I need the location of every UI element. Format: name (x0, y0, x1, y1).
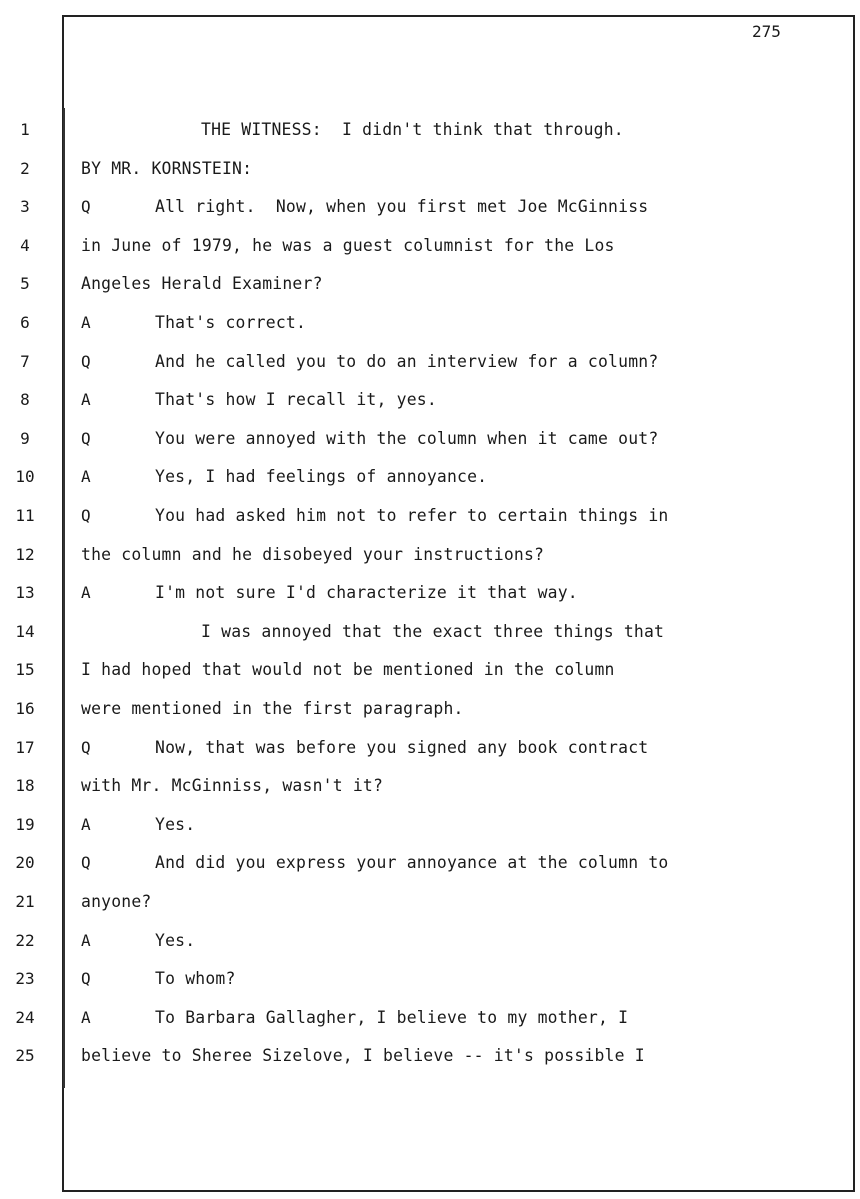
speaker-label: Q (81, 197, 91, 217)
transcript-line (0, 583, 860, 603)
line-number: 14 (15, 621, 35, 641)
speaker-label: Q (81, 506, 91, 525)
speaker-label: A (81, 313, 91, 332)
speaker-label: Q (81, 428, 91, 448)
transcript-line (0, 467, 860, 487)
line-text: That's correct. (155, 313, 307, 332)
line-number: 9 (20, 428, 30, 448)
transcript-line (0, 197, 860, 217)
line-text: And he called you to do an interview for a column? (155, 351, 659, 371)
line-text: THE WITNESS: I didn't think that through. (201, 120, 624, 139)
transcript-line (0, 159, 860, 179)
line-number: 8 (20, 390, 30, 410)
speaker-label: A (81, 814, 91, 834)
line-number: 1 (20, 120, 30, 139)
line-number: 3 (20, 197, 30, 217)
page-number: 275 (752, 22, 781, 41)
line-text: To Barbara Gallagher, I believe to my mother, I (155, 1007, 629, 1027)
transcript-line (0, 1008, 860, 1028)
line-number: 18 (15, 776, 35, 796)
speaker-label: A (81, 390, 91, 410)
line-text: Yes. (155, 930, 196, 950)
speaker-label: Q (81, 969, 91, 989)
line-number: 19 (15, 814, 35, 834)
transcript-line (0, 1046, 860, 1066)
transcript-line (0, 660, 860, 680)
line-text: with Mr. McGinniss, wasn't it? (81, 776, 384, 796)
transcript-line (0, 545, 860, 565)
speaker-label: A (81, 583, 91, 603)
line-number: 22 (15, 930, 35, 950)
line-number: 6 (20, 313, 30, 332)
line-text: the column and he disobeyed your instructions? (81, 544, 545, 564)
transcript-line (0, 738, 860, 758)
transcript-line (0, 352, 860, 372)
transcript-line (0, 892, 860, 912)
transcript-line (0, 274, 860, 294)
line-text: I was annoyed that the exact three things that (201, 621, 665, 641)
line-text: To whom? (155, 969, 236, 989)
line-text: I had hoped that would not be mentioned in the column (81, 660, 615, 680)
speaker-label: A (81, 467, 91, 487)
transcript-line (0, 390, 860, 410)
transcript-line (0, 236, 860, 256)
transcript-line (0, 931, 860, 951)
line-text: believe to Sheree Sizelove, I believe -- it's possible I (81, 1046, 645, 1066)
line-number: 12 (15, 544, 35, 564)
line-number: 2 (20, 158, 30, 178)
line-text: Yes. (155, 814, 196, 834)
speaker-label: Q (81, 351, 91, 371)
transcript-line (0, 815, 860, 835)
line-number: 23 (15, 969, 35, 989)
line-number: 4 (20, 235, 30, 255)
transcript-line (0, 429, 860, 449)
transcript-line (0, 313, 860, 333)
line-text: in June of 1979, he was a guest columnist for the Los (81, 235, 615, 255)
line-number: 20 (15, 853, 35, 873)
line-number: 13 (15, 583, 35, 603)
line-text: Angeles Herald Examiner? (81, 274, 323, 294)
line-text: BY MR. KORNSTEIN: (81, 158, 253, 178)
line-text: I'm not sure I'd characterize it that way. (155, 583, 578, 603)
line-text: You had asked him not to refer to certain things in (155, 506, 669, 525)
transcript-line (0, 969, 860, 989)
line-number: 7 (20, 351, 30, 371)
transcript-line (0, 120, 860, 140)
transcript-line (0, 699, 860, 719)
line-number: 10 (15, 467, 35, 487)
line-number: 25 (15, 1046, 35, 1066)
transcript-line (0, 506, 860, 526)
transcript-line (0, 853, 860, 873)
line-text: were mentioned in the first paragraph. (81, 699, 464, 718)
transcript-line (0, 622, 860, 642)
line-number: 15 (15, 660, 35, 680)
speaker-label: Q (81, 853, 91, 873)
line-number: 24 (15, 1007, 35, 1027)
line-text: You were annoyed with the column when it came out? (155, 428, 659, 448)
line-text: Now, that was before you signed any book contract (155, 737, 649, 757)
speaker-label: A (81, 1007, 91, 1027)
line-text: Yes, I had feelings of annoyance. (155, 467, 488, 487)
transcript-line (0, 776, 860, 796)
line-text: That's how I recall it, yes. (155, 390, 437, 410)
speaker-label: A (81, 930, 91, 950)
line-number: 21 (15, 892, 35, 911)
line-text: anyone? (81, 892, 152, 911)
speaker-label: Q (81, 737, 91, 757)
line-text: All right. Now, when you first met Joe McGinniss (155, 197, 649, 217)
line-text: And did you express your annoyance at the column to (155, 853, 669, 873)
line-number: 5 (20, 274, 30, 294)
line-number: 16 (15, 699, 35, 718)
line-number: 11 (15, 506, 35, 525)
line-number: 17 (15, 737, 35, 757)
